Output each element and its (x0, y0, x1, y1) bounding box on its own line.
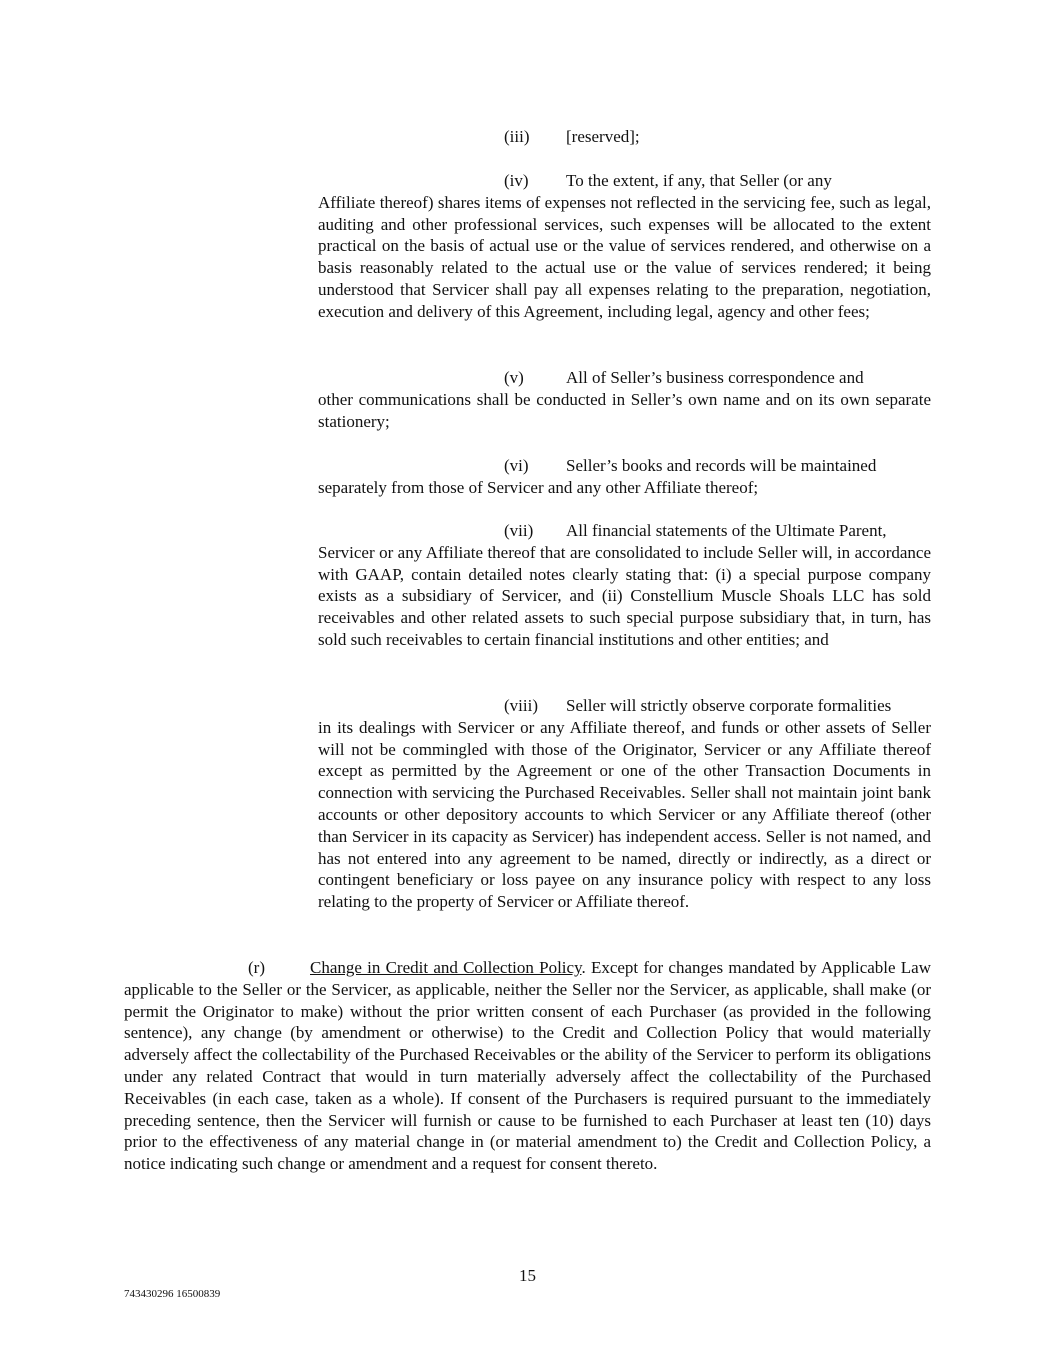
clause-number: (iv) (504, 171, 529, 190)
clause-text: other communications shall be conducted in Seller’s own name and on its own separate stationery; (318, 389, 931, 431)
clause-first-line: Seller’s books and records will be maintained (566, 456, 877, 475)
clause-v (318, 367, 931, 432)
clause-vii (318, 520, 931, 651)
clause-iv (318, 170, 931, 323)
section-heading: Change in Credit and Collection Policy (310, 958, 582, 977)
document-id: 743430296 16500839 (124, 1288, 221, 1300)
clause-text: Servicer or any Affiliate thereof that are consolidated to include Seller will, in accordance with GAAP, contain detailed notes clearly stating that: (i) a special purpose company exists as a subsidiary of Servicer, and (ii) Constellium Muscle Shoals LLC has sold receivables and other related assets to such special purpose subsidiary that, in turn, has sold such receivables to certain financial institutions and other entities; and (318, 542, 931, 649)
clause-first-line: To the extent, if any, that Seller (or any (566, 171, 832, 190)
clause-text: [reserved]; (566, 127, 640, 146)
clause-vi (318, 455, 931, 499)
clause-number: (viii) (504, 696, 538, 715)
clause-text: separately from those of Servicer and any other Affiliate thereof; (318, 477, 759, 497)
clause-first-line: All financial statements of the Ultimate Parent, (566, 521, 887, 540)
clause-iii (318, 126, 931, 148)
clause-first-line: Seller will strictly observe corporate formalities (566, 696, 892, 715)
clause-text: Affiliate thereof) shares items of expenses not reflected in the servicing fee, such as legal, auditing and other professional services, such expenses will be allocated to the extent practical on the basis of actual use or the value of services rendered, and otherwise on a basis reasonably related to the actual use or the value of services rendered; it being understood that Servicer shall pay all expenses relating to the preparation, negotiation, execution and delivery of this Agreement, including legal, agency and other fees; (318, 192, 931, 321)
section-number: (r) (248, 958, 265, 977)
clause-text: in its dealings with Servicer or any Affiliate thereof, and funds or other assets of Seller will not be commingled with those of the Originator, Servicer or any Affiliate thereof except as permitted by the Agreement or one of the other Transaction Documents in connection with servicing the Purchased Receivables. Seller shall not maintain joint bank accounts or other depository accounts to which Servicer or any Affiliate thereof (other than Servicer in its capacity as Servicer) has independent access. Seller is not named, and has not entered into any agreement to be named, directly or indirectly, as a direct or contingent beneficiary or loss payee on any insurance policy with respect to any loss relating to the property of Servicer or Affiliate thereof. (318, 717, 931, 912)
clause-number: (vii) (504, 521, 534, 540)
page-number: 15 (519, 1266, 536, 1285)
clause-first-line: All of Seller’s business correspondence and (566, 368, 864, 387)
clause-viii (318, 695, 931, 913)
clause-number: (v) (504, 368, 524, 387)
clause-number: (iii) (504, 127, 530, 146)
clause-number: (vi) (504, 456, 529, 475)
section-r (124, 957, 931, 1175)
section-body: . Except for changes mandated by Applicable Law applicable to the Seller or the Servicer, as applicable, neither the Seller nor the Servicer, as applicable, shall make (or permit the Originator to make) without the prior written consent of each Purchaser (as provided in the following sentence), any change (by amendment or otherwise) to the Credit and Collection Policy that would materially adversely affect the collectability of the Purchased Receivables or the ability of the Servicer to perform its obligations under any related Contract that would in turn materially adversely affect the collectability of the Purchased Receivables (in each case, taken as a whole). If consent of the Purchasers is required pursuant to the immediately preceding sentence, then the Servicer will furnish or cause to be furnished to each Purchaser at least ten (10) days prior to the effectiveness of any material change in (or material amendment to) the Credit and Collection Policy, a notice indicating such change or amendment and a request for consent thereto. (124, 958, 931, 1174)
